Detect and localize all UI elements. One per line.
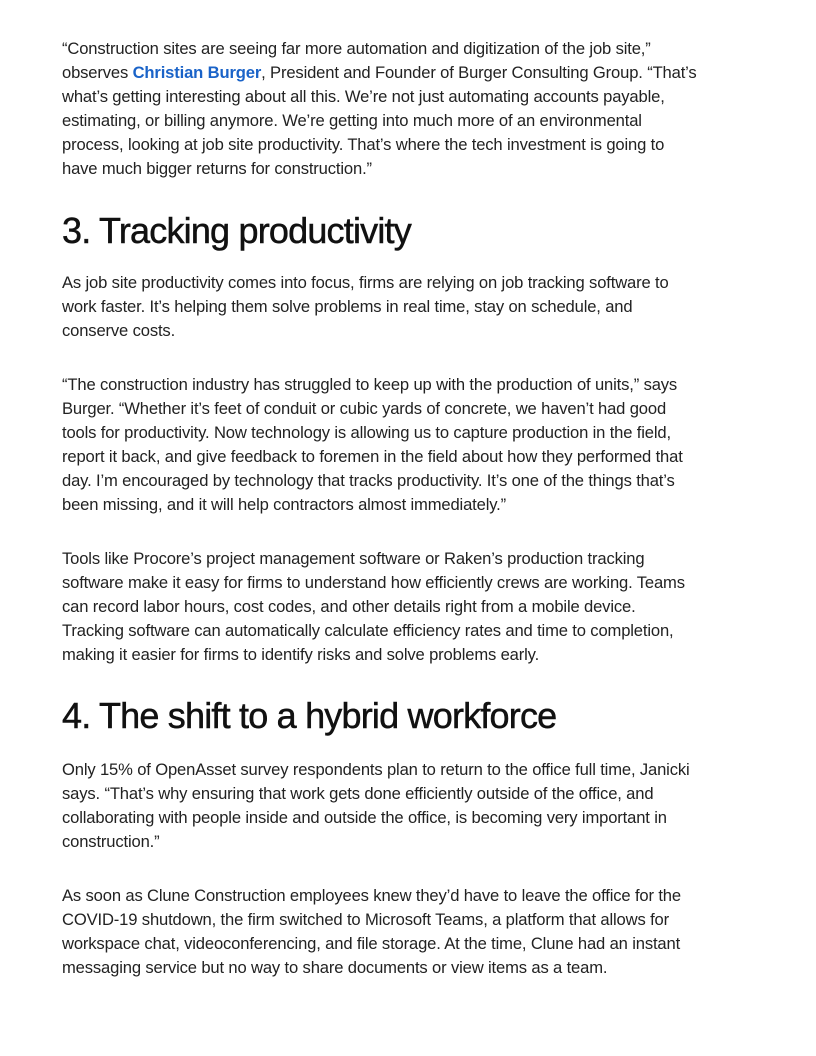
text-line: can record labor hours, cost codes, and other details right from a mobile device. <box>62 597 636 616</box>
text-line: construction.” <box>62 832 160 851</box>
text-line: workspace chat, videoconferencing, and file storage. At the time, Clune had an instant <box>62 934 681 953</box>
text-line: work faster. It’s helping them solve problems in real time, stay on schedule, and <box>62 297 633 316</box>
text-line: Tools like Procore’s project management software or Raken’s production tracking <box>62 549 645 568</box>
text-line: COVID-19 shutdown, the firm switched to Microsoft Teams, a platform that allows for <box>62 910 669 929</box>
text-line: report it back, and give feedback to foremen in the field about how they performed that <box>62 447 683 466</box>
text-line: making it easier for firms to identify risks and solve problems early. <box>62 645 540 664</box>
paragraph-tools <box>62 547 762 667</box>
christian-burger-link[interactable]: Christian Burger <box>132 63 262 82</box>
text-line: messaging service but no way to share documents or view items as a team. <box>62 958 608 977</box>
text-line: As job site productivity comes into focus, firms are relying on job tracking software to <box>62 273 669 292</box>
text-line: software make it easy for firms to understand how efficiently crews are working. Teams <box>62 573 685 592</box>
paragraph-survey <box>62 758 762 854</box>
text-line: been missing, and it will help contractors almost immediately.” <box>62 495 506 514</box>
paragraph-clune <box>62 884 762 980</box>
paragraph-job-tracking <box>62 271 762 343</box>
text-line: day. I’m encouraged by technology that tracks productivity. It’s one of the things that’s <box>62 471 675 490</box>
text-line: “The construction industry has struggled to keep up with the production of units,” says <box>62 375 678 394</box>
text-segment: , President and Founder of Burger Consulting Group. “That’s <box>261 63 697 82</box>
text-line: estimating, or billing anymore. We’re getting into much more of an environmental <box>62 111 642 130</box>
text-line <box>62 61 762 85</box>
paragraph-production-quote <box>62 373 762 517</box>
text-line: conserve costs. <box>62 321 176 340</box>
text-line: have much bigger returns for construction.” <box>62 159 372 178</box>
text-line: Tracking software can automatically calculate efficiency rates and time to completion, <box>62 621 674 640</box>
text-line: Burger. “Whether it’s feet of conduit or cubic yards of concrete, we haven’t had good <box>62 399 667 418</box>
text-line: As soon as Clune Construction employees knew they’d have to leave the office for the <box>62 886 681 905</box>
text-line: process, looking at job site productivity. That’s where the tech investment is going to <box>62 135 665 154</box>
paragraph-burger-quote <box>62 37 762 181</box>
heading-tracking-productivity: 3. Tracking productivity <box>62 210 411 251</box>
text-line: what’s getting interesting about all this. We’re not just automating accounts payable, <box>62 87 665 106</box>
text-line: Only 15% of OpenAsset survey respondents plan to return to the office full time, Janicki <box>62 760 690 779</box>
text-segment: observes <box>62 63 133 82</box>
text-line: says. “That’s why ensuring that work gets done efficiently outside of the office, and <box>62 784 654 803</box>
text-line: “Construction sites are seeing far more automation and digitization of the job site,” <box>62 39 651 58</box>
heading-hybrid-workforce: 4. The shift to a hybrid workforce <box>62 695 557 736</box>
text-line: tools for productivity. Now technology is allowing us to capture production in the field, <box>62 423 671 442</box>
text-line: collaborating with people inside and outside the office, is becoming very important in <box>62 808 667 827</box>
